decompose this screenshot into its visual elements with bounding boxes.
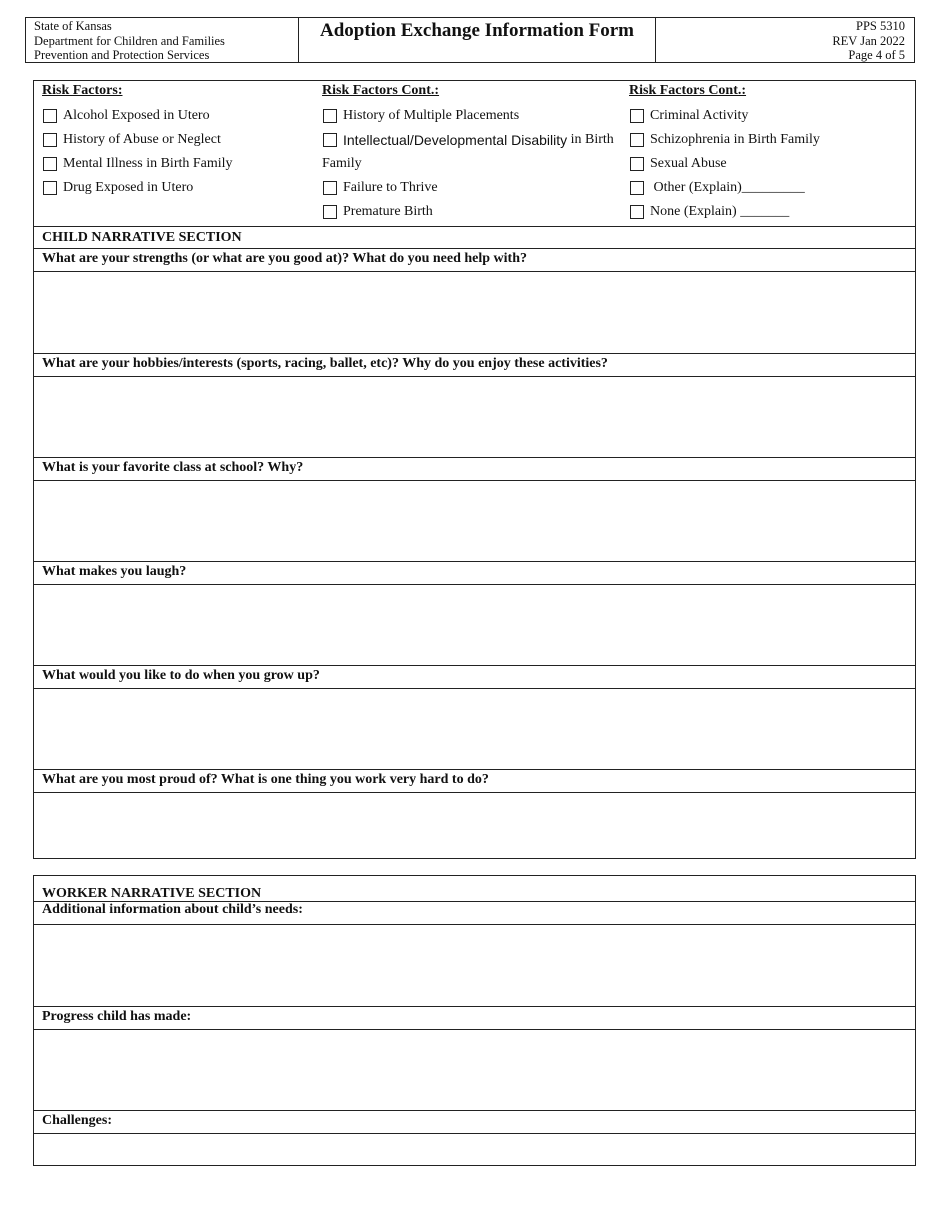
- question-grow-up: What would you like to do when you grow up?: [34, 665, 915, 689]
- page-number: Page 4 of 5: [848, 48, 905, 63]
- risk-item-abuse-neglect[interactable]: [42, 130, 233, 154]
- risk-factors-cont-heading: Risk Factors Cont.:: [322, 83, 440, 98]
- risk-item-label: Drug Exposed in Utero: [63, 180, 194, 195]
- risk-item-label-cont: in Birth: [570, 132, 614, 147]
- risk-item-schizophrenia[interactable]: [629, 130, 820, 154]
- risk-item-mental-illness[interactable]: [42, 154, 233, 178]
- risk-item-criminal-activity[interactable]: [629, 106, 820, 130]
- risk-item-disability-wrap: [322, 154, 614, 178]
- form-title-text: Adoption Exchange Information Form: [319, 20, 635, 41]
- question-laugh: What makes you laugh?: [34, 561, 915, 585]
- risk-item-alcohol[interactable]: [42, 106, 233, 130]
- checkbox[interactable]: [43, 157, 57, 171]
- risk-factors-col-1: [42, 81, 233, 202]
- risk-item-label: Schizophrenia in Birth Family: [650, 132, 820, 147]
- risk-factors-table: [33, 80, 916, 227]
- checkbox[interactable]: [43, 109, 57, 123]
- risk-item-label: Sexual Abuse: [650, 156, 727, 171]
- agency-state: State of Kansas: [34, 19, 112, 33]
- risk-factors-heading: Risk Factors:: [42, 83, 123, 98]
- checkbox[interactable]: [630, 181, 644, 195]
- child-narrative-title: CHILD NARRATIVE SECTION: [42, 230, 242, 245]
- risk-item-other[interactable]: [629, 178, 820, 202]
- risk-item-label: Mental Illness in Birth Family: [63, 156, 233, 171]
- risk-item-label: Other (Explain)_________: [653, 180, 805, 195]
- checkbox[interactable]: [323, 133, 337, 147]
- question-favorite-class: What is your favorite class at school? Why?: [34, 457, 915, 481]
- risk-item-disability[interactable]: [322, 130, 614, 154]
- answer-favorite-class[interactable]: [34, 481, 915, 562]
- risk-item-label: Intellectual/Developmental Disability: [343, 132, 568, 148]
- answer-strengths[interactable]: [34, 272, 915, 354]
- risk-item-label-cont: Family: [322, 156, 362, 171]
- form-title: [298, 17, 656, 63]
- question-progress: Progress child has made:: [34, 1006, 915, 1030]
- answer-hobbies[interactable]: [34, 377, 915, 458]
- risk-factors-cont-heading: Risk Factors Cont.:: [629, 83, 747, 98]
- answer-challenges[interactable]: [34, 1134, 915, 1166]
- question-challenges: Challenges:: [34, 1110, 915, 1134]
- question-strengths: What are your strengths (or what are you good at)? What do you need help with?: [34, 248, 915, 272]
- question-hobbies: What are your hobbies/interests (sports, racing, ballet, etc)? Why do you enjoy these activities?: [34, 353, 915, 377]
- checkbox[interactable]: [630, 205, 644, 219]
- risk-item-label: History of Abuse or Neglect: [63, 132, 221, 147]
- checkbox[interactable]: [630, 109, 644, 123]
- risk-item-drug-exposed[interactable]: [42, 178, 233, 202]
- answer-grow-up[interactable]: [34, 689, 915, 770]
- answer-progress[interactable]: [34, 1030, 915, 1111]
- risk-item-label: Alcohol Exposed in Utero: [63, 108, 210, 123]
- agency-department: Department for Children and Families: [34, 33, 225, 48]
- form-revision: REV Jan 2022: [832, 33, 905, 48]
- risk-item-label: Failure to Thrive: [343, 180, 438, 195]
- checkbox[interactable]: [323, 205, 337, 219]
- risk-item-failure-to-thrive[interactable]: [322, 178, 614, 202]
- worker-narrative-title: WORKER NARRATIVE SECTION: [42, 886, 262, 901]
- child-narrative-section: [33, 226, 916, 859]
- checkbox[interactable]: [43, 181, 57, 195]
- checkbox[interactable]: [630, 133, 644, 147]
- checkbox[interactable]: [323, 109, 337, 123]
- risk-item-multiple-placements[interactable]: [322, 106, 614, 130]
- risk-item-label: None (Explain) _______: [650, 204, 790, 219]
- answer-laugh[interactable]: [34, 585, 915, 666]
- agency-division: Prevention and Protection Services: [34, 48, 210, 63]
- risk-item-label: History of Multiple Placements: [343, 108, 520, 123]
- risk-item-label: Criminal Activity: [650, 108, 749, 123]
- risk-item-premature-birth[interactable]: [322, 202, 614, 226]
- worker-narrative-section: [33, 875, 916, 1166]
- answer-proud[interactable]: [34, 793, 915, 859]
- risk-factors-col-2: [322, 81, 614, 226]
- checkbox[interactable]: [323, 181, 337, 195]
- risk-item-none[interactable]: [629, 202, 820, 226]
- answer-child-needs[interactable]: [34, 925, 915, 1007]
- risk-item-sexual-abuse[interactable]: [629, 154, 820, 178]
- agency-block: [25, 17, 299, 63]
- form-meta-block: [655, 17, 915, 63]
- question-child-needs: Additional information about child’s needs:: [34, 901, 915, 925]
- checkbox[interactable]: [630, 157, 644, 171]
- form-id: PPS 5310: [856, 19, 905, 33]
- question-proud: What are you most proud of? What is one thing you work very hard to do?: [34, 769, 915, 793]
- checkbox[interactable]: [43, 133, 57, 147]
- risk-factors-col-3: [629, 81, 820, 226]
- risk-item-label: Premature Birth: [343, 204, 433, 219]
